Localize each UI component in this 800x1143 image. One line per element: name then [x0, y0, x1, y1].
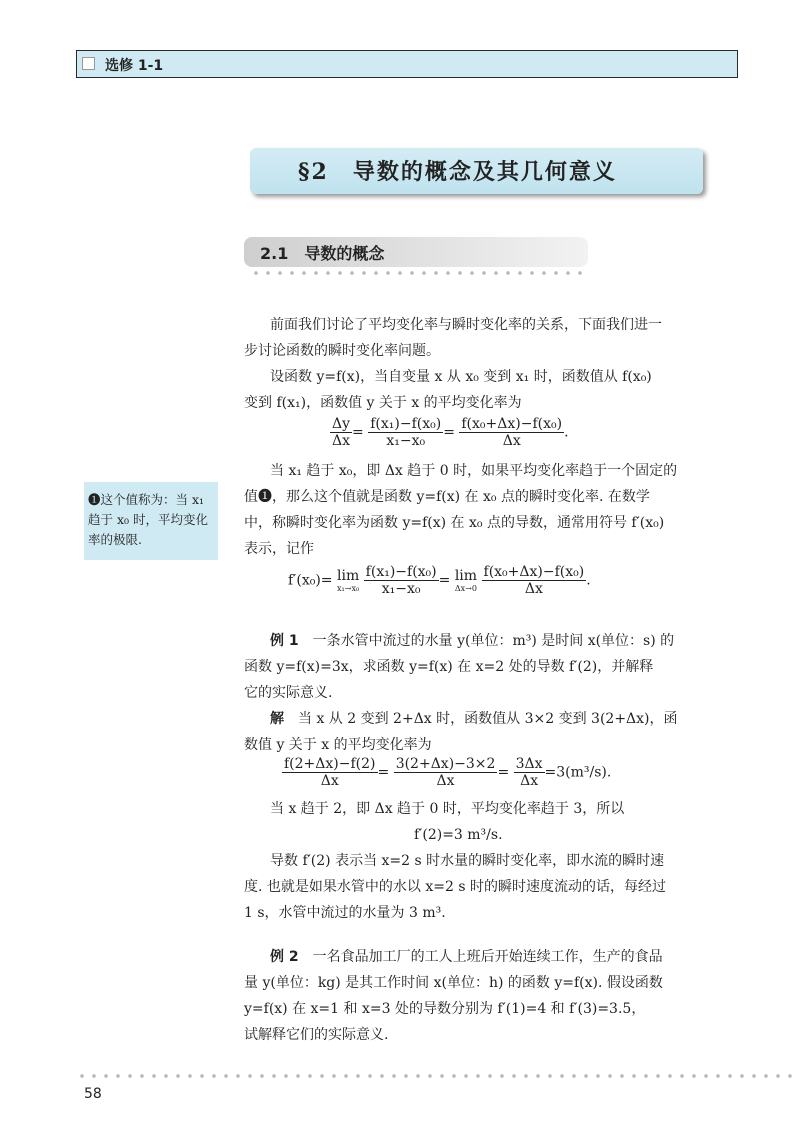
header-bar	[76, 50, 738, 78]
numerator: f(2+Δx)−f(2)	[284, 756, 376, 772]
page-number: 58	[84, 1086, 102, 1102]
example2-line3: y=f(x) 在 x=1 和 x=3 处的导数分别为 f′(1)=4 和 f′(3)=3.5，	[244, 1001, 646, 1017]
example1-line2: 函数 y=f(x)=3x，求函数 y=f(x) 在 x=2 处的导数 f′(2)，并解释	[244, 659, 654, 675]
numerator: 3Δx	[515, 756, 543, 772]
intro-line3: 设函数 y=f(x)，当自变量 x 从 x₀ 变到 x₁ 时，函数值从 f(x₀)	[270, 369, 652, 385]
denominator: x₁−x₀	[381, 581, 421, 597]
header-square-icon	[82, 57, 95, 70]
equals-sign: =	[438, 572, 451, 589]
numerator: f(x₁)−f(x₀)	[370, 416, 442, 432]
example1-cont-line5: 1 s，水管中流过的水量为 3 m³.	[244, 905, 446, 921]
subsection-title-text: 2.1 导数的概念	[260, 244, 385, 263]
example1-line3: 它的实际意义.	[244, 685, 333, 701]
example1-cont-line3: 导数 f′(2) 表示当 x=2 s 时水量的瞬时变化率，即水流的瞬时速	[270, 853, 665, 869]
side-note-text: ❶这个值称为：当 x₁ 趋于 x₀ 时，平均变化率的极限.	[88, 492, 209, 547]
formula-average-rate: $\frac{\Delta y}{\Delta x}$ = $\frac{\text{f(x₁)−f(x₀)}}{\text{x₁−x₀}}$ = $\frac{\text{f(x₀+Δx)−f(x₀)}}{\Delta x}$ .	[332, 416, 569, 449]
section-title-text: §2 导数的概念及其几何意义	[298, 159, 617, 185]
subsection-divider	[250, 270, 590, 276]
numerator: Δy	[332, 416, 351, 432]
solution-line1	[270, 706, 678, 732]
numerator: f(x₁)−f(x₀)	[365, 564, 437, 580]
example1-cont-line2: f′(2)=3 m³/s.	[414, 827, 503, 843]
solution-line2: 数值 y 关于 x 的平均变化率为	[244, 737, 432, 753]
denominator: Δx	[332, 433, 351, 449]
intro-line2: 步讨论函数的瞬时变化率问题。	[244, 343, 440, 359]
denominator: Δx	[320, 773, 339, 789]
denominator: Δx	[520, 773, 539, 789]
example2-label: 例 2	[270, 949, 299, 965]
fraction	[282, 756, 378, 789]
fraction	[330, 416, 352, 449]
example1-cont-line4: 度. 也就是如果水管中的水以 x=2 s 时的瞬时速度流动的话，每经过	[244, 879, 666, 895]
example1-line1	[270, 628, 674, 654]
limit-label: lim	[336, 568, 360, 584]
limit-label: lim	[454, 568, 478, 584]
numerator: 3(2+Δx)−3×2	[395, 756, 496, 772]
numerator: f(x₀+Δx)−f(x₀)	[483, 564, 585, 580]
example2-line2: 量 y(单位：kg) 是其工作时间 x(单位：h) 的函数 y=f(x). 假设函数	[244, 975, 663, 991]
example1-label: 例 1	[270, 633, 299, 649]
denominator: Δx	[436, 773, 455, 789]
intro-line4: 变到 f(x₁)，函数值 y 关于 x 的平均变化率为	[244, 395, 522, 411]
intro-line1: 前面我们讨论了平均变化率与瞬时变化率的关系，下面我们进一	[270, 317, 662, 333]
fraction	[514, 756, 545, 789]
example1-cont-line1: 当 x 趋于 2，即 Δx 趋于 0 时，平均变化率趋于 3，所以	[270, 801, 625, 817]
solution-label: 解	[270, 711, 284, 727]
denominator: x₁−x₀	[386, 433, 426, 449]
side-note	[84, 482, 218, 560]
example2-line4: 试解释它们的实际意义.	[244, 1027, 389, 1043]
example2-text: 一名食品加工厂的工人上班后开始连续工作，生产的食品	[298, 949, 663, 965]
formula-example1: $\frac{f(2+\Delta x)-f(2)}{\Delta x}$ = $\frac{3(2+\Delta x)-3\times 2}{\Delta x}$ = $\frac{3\Delta x}{\Delta x}$ =3(m³/s).	[284, 756, 612, 789]
limit-operator	[337, 568, 359, 593]
denominator: Δx	[524, 581, 543, 597]
limit-operator	[455, 568, 477, 593]
formula-end: .	[586, 572, 591, 589]
fraction	[394, 756, 498, 789]
fraction	[364, 564, 439, 597]
numerator: f(x₀+Δx)−f(x₀)	[461, 416, 563, 432]
solution-text: 当 x 从 2 变到 2+Δx 时，函数值从 3×2 变到 3(2+Δx)，函	[284, 711, 678, 727]
formula-end: .	[564, 424, 569, 441]
example1-text: 一条水管中流过的水量 y(单位：m³) 是时间 x(单位：s) 的	[298, 633, 675, 649]
def-line2: 值❶，那么这个值就是函数 y=f(x) 在 x₀ 点的瞬时变化率. 在数学	[244, 489, 650, 505]
def-line3: 中，称瞬时变化率为函数 y=f(x) 在 x₀ 点的导数，通常用符号 f′(x₀)	[244, 515, 665, 531]
formula-derivative-definition	[288, 564, 591, 597]
fraction	[459, 416, 564, 449]
section-title	[250, 148, 703, 194]
denominator: Δx	[502, 433, 521, 449]
subsection-title	[244, 237, 588, 267]
example2-line1	[270, 944, 663, 970]
limit-subscript: Δx→0	[454, 584, 477, 593]
fraction	[482, 564, 587, 597]
def-line1: 当 x₁ 趋于 x₀，即 Δx 趋于 0 时，如果平均变化率趋于一个固定的	[270, 463, 678, 479]
footer-divider	[76, 1073, 800, 1079]
limit-subscript: x₁→x₀	[337, 584, 360, 593]
formula-tail: =3(m³/s).	[544, 764, 612, 781]
def-line4: 表示，记作	[244, 541, 314, 557]
header-text: 选修 1-1	[105, 58, 164, 74]
formula-lhs: f′(x₀)=	[288, 572, 333, 589]
fraction	[368, 416, 443, 449]
